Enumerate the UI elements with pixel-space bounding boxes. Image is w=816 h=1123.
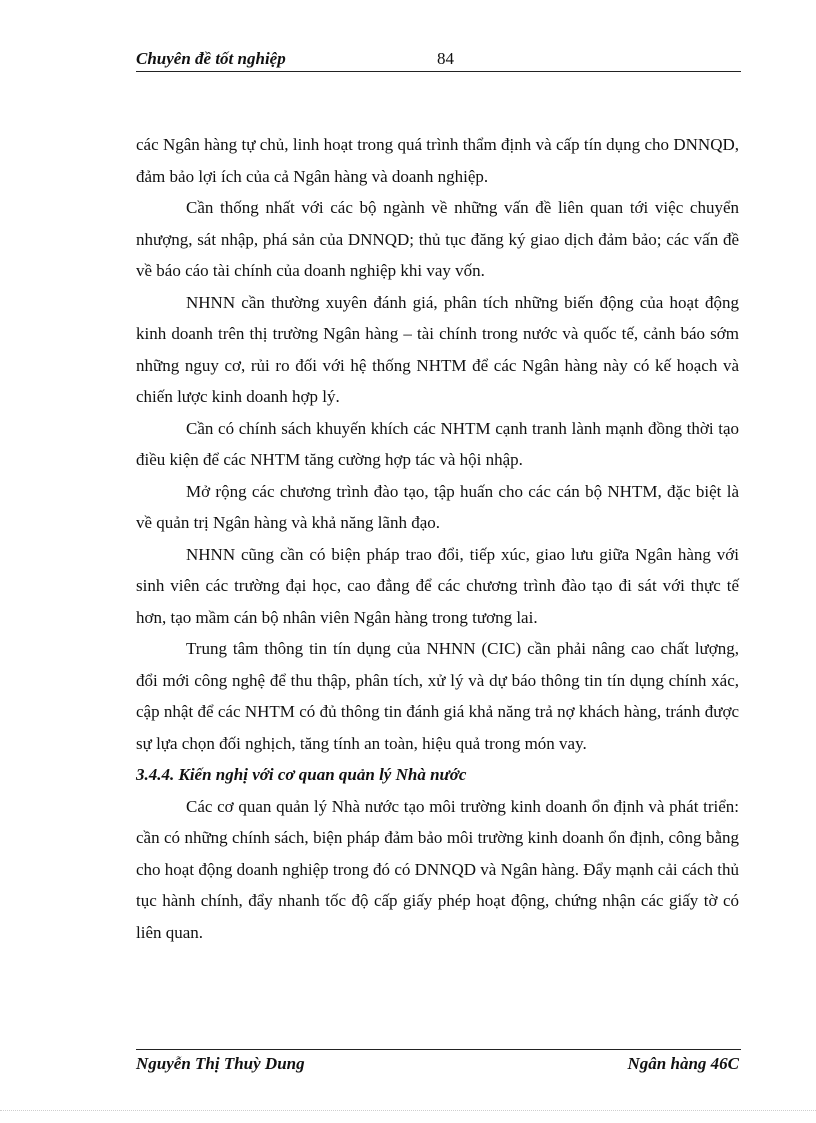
footer-author: Nguyễn Thị Thuỳ Dung [136,1054,305,1073]
paragraph: Cần có chính sách khuyến khích các NHTM cạnh tranh lành mạnh đồng thời tạo điều kiện để các NHTM tăng cường hợp tác và hội nhập. [136,418,739,469]
paragraph: Cần thống nhất với các bộ ngành về những vấn đề liên quan tới việc chuyển nhượng, sát nhập, phá sản của DNNQD; thủ tục đăng ký giao dịch đảm bảo; các vấn đề về báo cáo tài chính của doanh nghiệp khi vay vốn. [136,198,739,280]
header-title: Chuyên đề tốt nghiệp [136,49,286,68]
footer-class: Ngân hàng 46C [627,1054,739,1073]
page-footer [136,1054,741,1078]
footer-divider [136,1049,741,1050]
paragraph: Trung tâm thông tin tín dụng của NHNN (CIC) cần phải nâng cao chất lượng, đổi mới công nghệ để thu thập, phân tích, xử lý và dự báo thông tin tín dụng chính xác, cập nhật để các NHTM có đủ thông tin đánh giá khả năng trả nợ khách hàng, tránh được sự lựa chọn đối nghịch, tăng tính an toàn, hiệu quả trong món vay. [136,639,739,753]
page-header [136,49,741,71]
section-heading: 3.4.4. Kiến nghị với cơ quan quản lý Nhà nước [136,765,467,784]
section-paragraph: Các cơ quan quản lý Nhà nước tạo môi trường kinh doanh ổn định và phát triển: cần có những chính sách, biện pháp đảm bảo môi trường kinh doanh ổn định, công bằng cho hoạt động doanh nghiệp trong đó có DNNQD và Ngân hàng. Đẩy mạnh cải cách thủ tục hành chính, đẩy nhanh tốc độ cấp giấy phép hoạt động, chứng nhận các giấy tờ có liên quan. [136,796,739,942]
paragraph: NHNN cần thường xuyên đánh giá, phân tích những biến động của hoạt động kinh doanh trên thị trường Ngân hàng – tài chính trong nước và quốc tế, cảnh báo sớm những nguy cơ, rủi ro đối với hệ thống NHTM để các Ngân hàng này có kế hoạch và chiến lược kinh doanh hợp lý. [136,292,739,406]
header-divider [136,71,741,72]
document-body [136,129,739,948]
paragraph-continuation: các Ngân hàng tự chủ, linh hoạt trong quá trình thẩm định và cấp tín dụng cho DNNQD, đảm bảo lợi ích của cả Ngân hàng và doanh nghiệp. [136,135,739,186]
paragraph: NHNN cũng cần có biện pháp trao đổi, tiếp xúc, giao lưu giữa Ngân hàng với sinh viên các trường đại học, cao đẳng để các chương trình đào tạo đi sát với thực tế hơn, tạo mầm cán bộ nhân viên Ngân hàng trong tương lai. [136,544,739,627]
page-number: 84 [437,49,454,68]
page-edge-divider [0,1110,816,1111]
paragraph: Mở rộng các chương trình đào tạo, tập huấn cho các cán bộ NHTM, đặc biệt là về quản trị Ngân hàng và khả năng lãnh đạo. [136,481,739,532]
